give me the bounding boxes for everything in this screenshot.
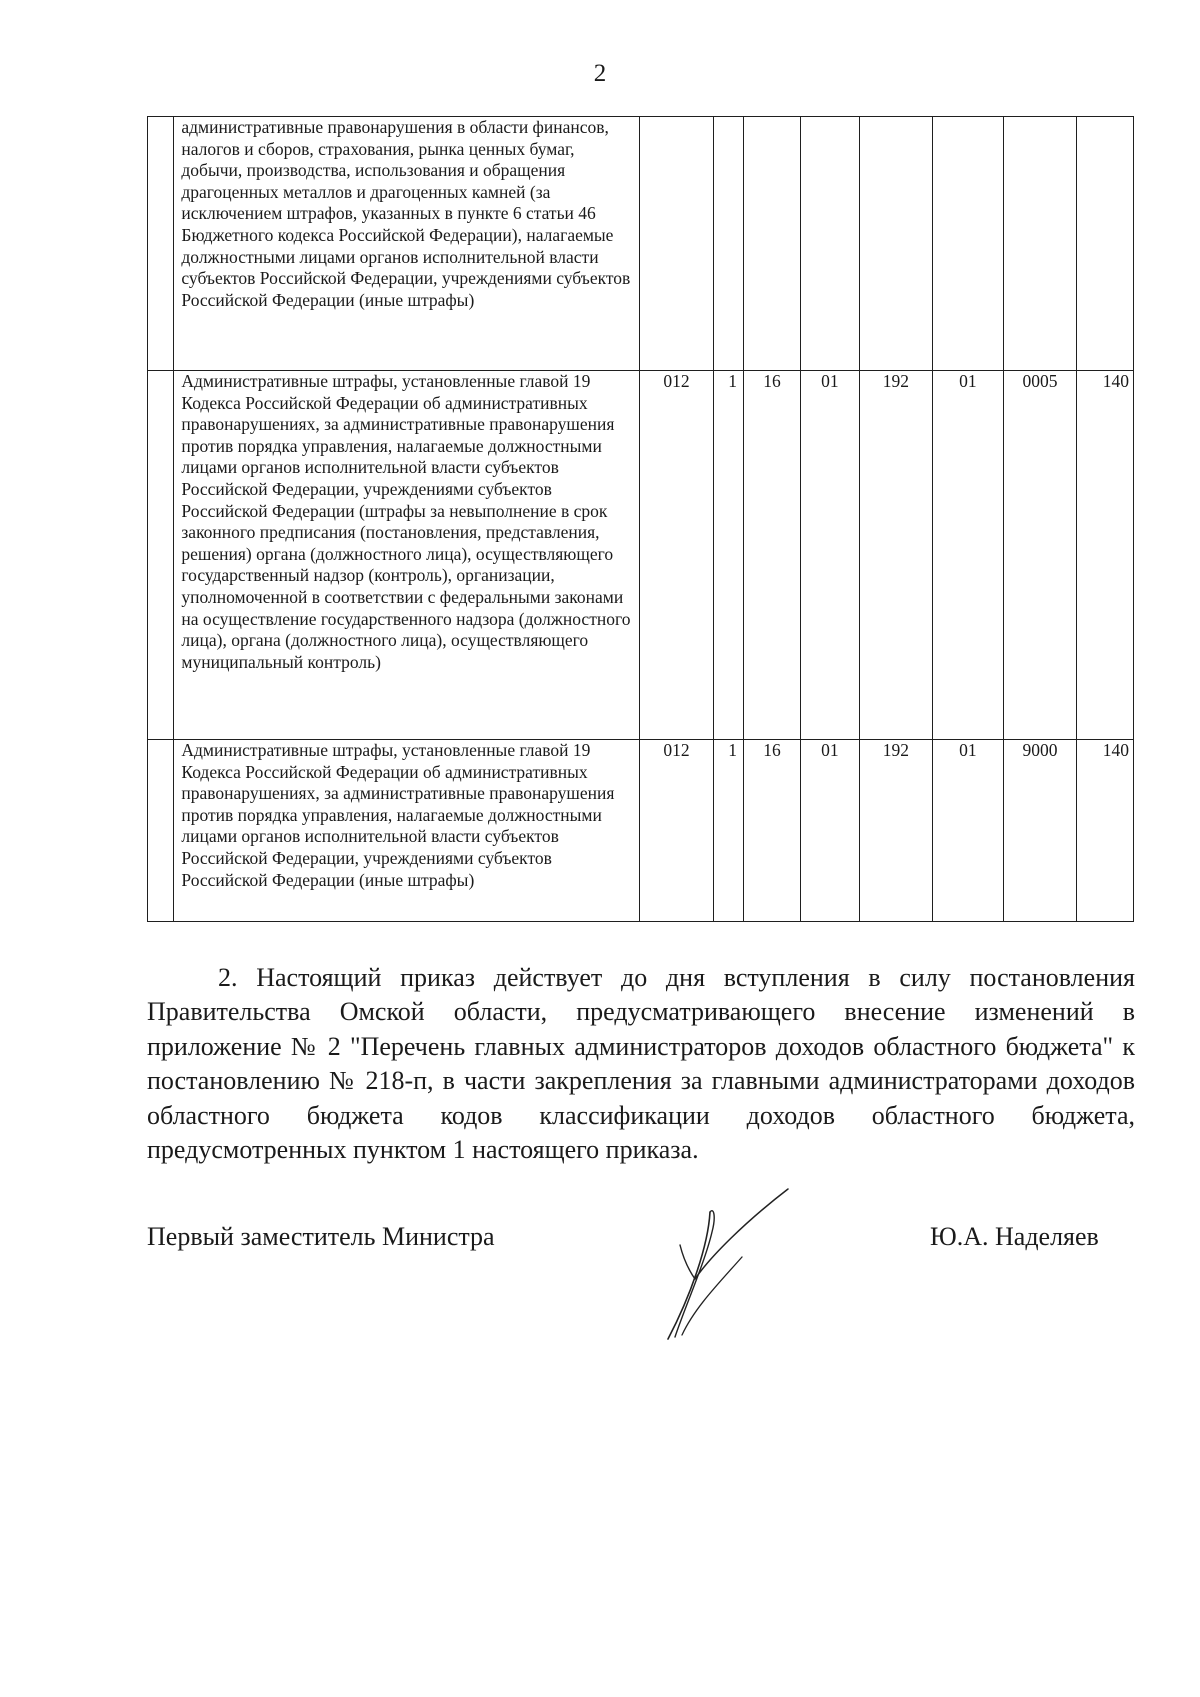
description-cell: административные правонарушения в области финансов, налогов и сборов, страхования, рынка ценных бумаг, добычи, производства, использования и обращения драгоценных металлов и драгоценных камней (за исключением штрафов, указанных в пункте 6 статьи 46 Бюджетного кодекса Российской Федерации), налагаемые должностными лицами органов исполнительной власти субъектов Российской Федерации, учреждениями субъектов Российской Федерации (иные штрафы): [174, 117, 640, 371]
admin-code-cell: 012: [640, 371, 713, 740]
economic-code-cell: 140: [1077, 371, 1134, 740]
admin-code-cell: 012: [640, 740, 713, 922]
page-number: 2: [593, 60, 607, 87]
economic-code-cell: [1077, 117, 1134, 371]
row-number-cell: [148, 740, 174, 922]
subarticle-code-cell: 192: [859, 740, 932, 922]
element-code-cell: 01: [932, 740, 1003, 922]
subgroup-code-cell: 16: [744, 371, 801, 740]
validity-paragraph: 2. Настоящий приказ действует до дня вступления в силу постановления Правительства Омской области, предусматривающего внесение изменений в приложение № 2 "Перечень главных администраторов доходов областного бюджета" к постановлению № 218-п, в части закрепления за главными администраторами доходов областного бюджета кодов классификации доходов областного бюджета, предусмотренных пунктом 1 настоящего приказа.: [147, 963, 1135, 1165]
signer-name: Ю.А. Наделяев: [930, 1222, 1099, 1251]
description-cell: Административные штрафы, установленные главой 19 Кодекса Российской Федерации об административных правонарушениях, за административные правонарушения против порядка управления, налагаемые должностными лицами органов исполнительной власти субъектов Российской Федерации, учреждениями субъектов Российской Федерации (иные штрафы): [174, 740, 640, 922]
element-code-cell: 01: [932, 371, 1003, 740]
signature-block: [0, 1222, 1200, 1342]
group-code-cell: 1: [713, 740, 743, 922]
group-code-cell: [713, 117, 743, 371]
program-code-cell: [1003, 117, 1076, 371]
subgroup-code-cell: 16: [744, 740, 801, 922]
article-code-cell: 01: [800, 740, 859, 922]
description-cell: Административные штрафы, установленные главой 19 Кодекса Российской Федерации об административных правонарушениях, за административные правонарушения против порядка управления, налагаемые должностными лицами органов исполнительной власти субъектов Российской Федерации, учреждениями субъектов Российской Федерации (штрафы за невыполнение в срок законного предписания (постановления, представления, решения) органа (должностного лица), осуществляющего государственный надзор (контроль), организации, уполномоченной в соответствии с федеральными законами на осуществление государственного надзора (должностного лица), органа (должностного лица), осуществляющего муниципальный контроль): [174, 371, 640, 740]
table-row: [148, 371, 1134, 740]
article-code-cell: [800, 117, 859, 371]
admin-code-cell: [640, 117, 713, 371]
handwritten-signature: [650, 1187, 800, 1347]
table-row: [148, 740, 1134, 922]
element-code-cell: [932, 117, 1003, 371]
subarticle-code-cell: [859, 117, 932, 371]
table-row: [148, 117, 1134, 371]
article-code-cell: 01: [800, 371, 859, 740]
program-code-cell: 9000: [1003, 740, 1076, 922]
program-code-cell: 0005: [1003, 371, 1076, 740]
row-number-cell: [148, 117, 174, 371]
group-code-cell: 1: [713, 371, 743, 740]
row-number-cell: [148, 371, 174, 740]
economic-code-cell: 140: [1077, 740, 1134, 922]
subgroup-code-cell: [744, 117, 801, 371]
budget-codes-table: [147, 116, 1134, 922]
subarticle-code-cell: 192: [859, 371, 932, 740]
signer-title: Первый заместитель Министра: [147, 1222, 495, 1251]
